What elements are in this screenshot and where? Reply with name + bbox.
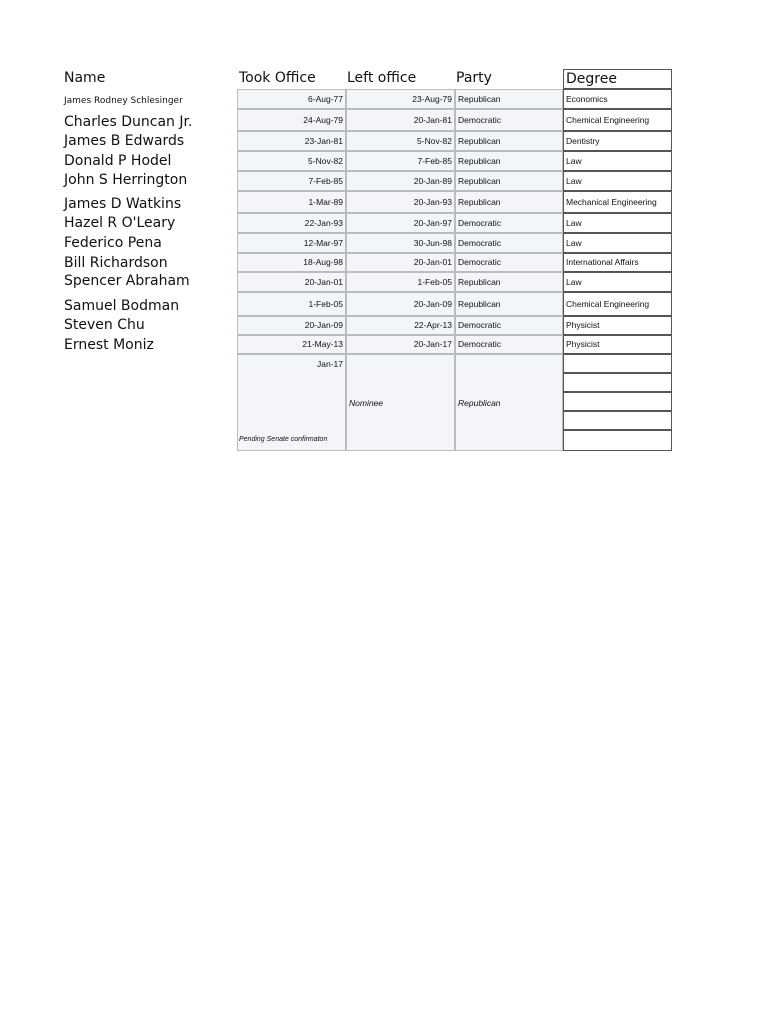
degree-cell[interactable]: Physicist [563,316,672,335]
party-cell[interactable]: Republican [455,191,563,213]
degree-cell[interactable]: Physicist [563,335,672,354]
took-office-cell[interactable]: 22-Jan-93 [237,213,346,233]
party-cell[interactable]: Republican [455,171,563,191]
took-office-cell[interactable]: 5-Nov-82 [237,151,346,171]
degree-cell[interactable]: Economics [563,89,672,109]
left-office-cell[interactable]: 30-Jun-98 [346,233,455,253]
header-name: Name [64,70,106,86]
left-office-cell[interactable]: 20-Jan-09 [346,292,455,316]
left-office-cell[interactable]: 20-Jan-81 [346,109,455,131]
name-cell: Federico Pena [64,235,162,251]
empty-degree-cell[interactable] [563,354,672,373]
took-office-cell[interactable]: 21-May-13 [237,335,346,354]
party-value: Republican [458,398,501,408]
name-cell: James B Edwards [64,133,185,149]
header-took-office: Took Office [239,70,316,86]
party-cell[interactable]: Republican [455,151,563,171]
name-cell: John S Herrington [64,172,188,188]
name-cell: Spencer Abraham [64,273,190,289]
name-cell: Bill Richardson [64,255,168,271]
name-cell: Charles Duncan Jr. [64,114,193,130]
name-cell: Hazel R O'Leary [64,215,176,231]
header-left-office: Left office [347,70,417,86]
took-office-cell[interactable]: 24-Aug-79 [237,109,346,131]
left-office-cell[interactable]: 20-Jan-93 [346,191,455,213]
left-office-cell[interactable]: 7-Feb-85 [346,151,455,171]
took-office-cell[interactable]: 7-Feb-85 [237,171,346,191]
degree-cell[interactable]: Chemical Engineering [563,292,672,316]
took-office-cell[interactable]: 1-Feb-05 [237,292,346,316]
left-office-cell[interactable]: 20-Jan-17 [346,335,455,354]
header-degree[interactable]: Degree [563,69,672,89]
degree-cell[interactable]: International Affairs [563,253,672,272]
party-cell[interactable]: Republican [455,272,563,292]
party-cell[interactable]: Republican [455,89,563,109]
degree-cell[interactable]: Dentistry [563,131,672,151]
left-office-cell[interactable]: 20-Jan-89 [346,171,455,191]
took-office-cell[interactable]: 12-Mar-97 [237,233,346,253]
party-cell[interactable]: Democratic [455,109,563,131]
nominee-label: Nominee [349,398,384,408]
name-cell: James D Watkins [64,196,182,212]
name-cell: James Rodney Schlesinger [64,96,183,106]
took-office-cell[interactable]: 20-Jan-01 [237,272,346,292]
took-office-cell[interactable]: 23-Jan-81 [237,131,346,151]
left-office-cell[interactable]: 22-Apr-13 [346,316,455,335]
left-office-merged-cell[interactable] [346,354,455,451]
party-cell[interactable]: Democratic [455,335,563,354]
took-office-cell[interactable]: 6-Aug-77 [237,89,346,109]
party-merged-cell[interactable] [455,354,563,451]
degree-cell[interactable]: Law [563,171,672,191]
left-office-cell[interactable]: 20-Jan-01 [346,253,455,272]
degree-cell[interactable]: Chemical Engineering [563,109,672,131]
degree-cell[interactable]: Law [563,272,672,292]
party-cell[interactable]: Republican [455,131,563,151]
party-cell[interactable]: Democratic [455,316,563,335]
took-office-cell[interactable]: 18-Aug-98 [237,253,346,272]
name-cell: Steven Chu [64,317,145,333]
name-cell: Donald P Hodel [64,153,172,169]
party-cell[interactable]: Democratic [455,233,563,253]
party-cell[interactable]: Republican [455,292,563,316]
degree-cell[interactable]: Mechanical Engineering [563,191,672,213]
header-party: Party [456,70,492,86]
pending-note: Pending Senate confirmaton [239,436,328,443]
took-office-value: Jan-17 [317,359,343,369]
empty-degree-cell[interactable] [563,373,672,392]
took-office-cell[interactable]: 20-Jan-09 [237,316,346,335]
party-cell[interactable]: Democratic [455,253,563,272]
empty-degree-cell[interactable] [563,392,672,411]
took-office-merged-cell[interactable] [237,354,346,451]
degree-empty-cells [563,354,672,451]
left-office-cell[interactable]: 5-Nov-82 [346,131,455,151]
party-cell[interactable]: Democratic [455,213,563,233]
degree-cell[interactable]: Law [563,151,672,171]
left-office-cell[interactable]: 20-Jan-97 [346,213,455,233]
left-office-cell[interactable]: 23-Aug-79 [346,89,455,109]
degree-cell[interactable]: Law [563,233,672,253]
empty-degree-cell[interactable] [563,430,672,451]
name-cell: Samuel Bodman [64,298,180,314]
empty-degree-cell[interactable] [563,411,672,430]
degree-cell[interactable]: Law [563,213,672,233]
took-office-cell[interactable]: 1-Mar-89 [237,191,346,213]
left-office-cell[interactable]: 1-Feb-05 [346,272,455,292]
name-cell: Ernest Moniz [64,337,154,353]
